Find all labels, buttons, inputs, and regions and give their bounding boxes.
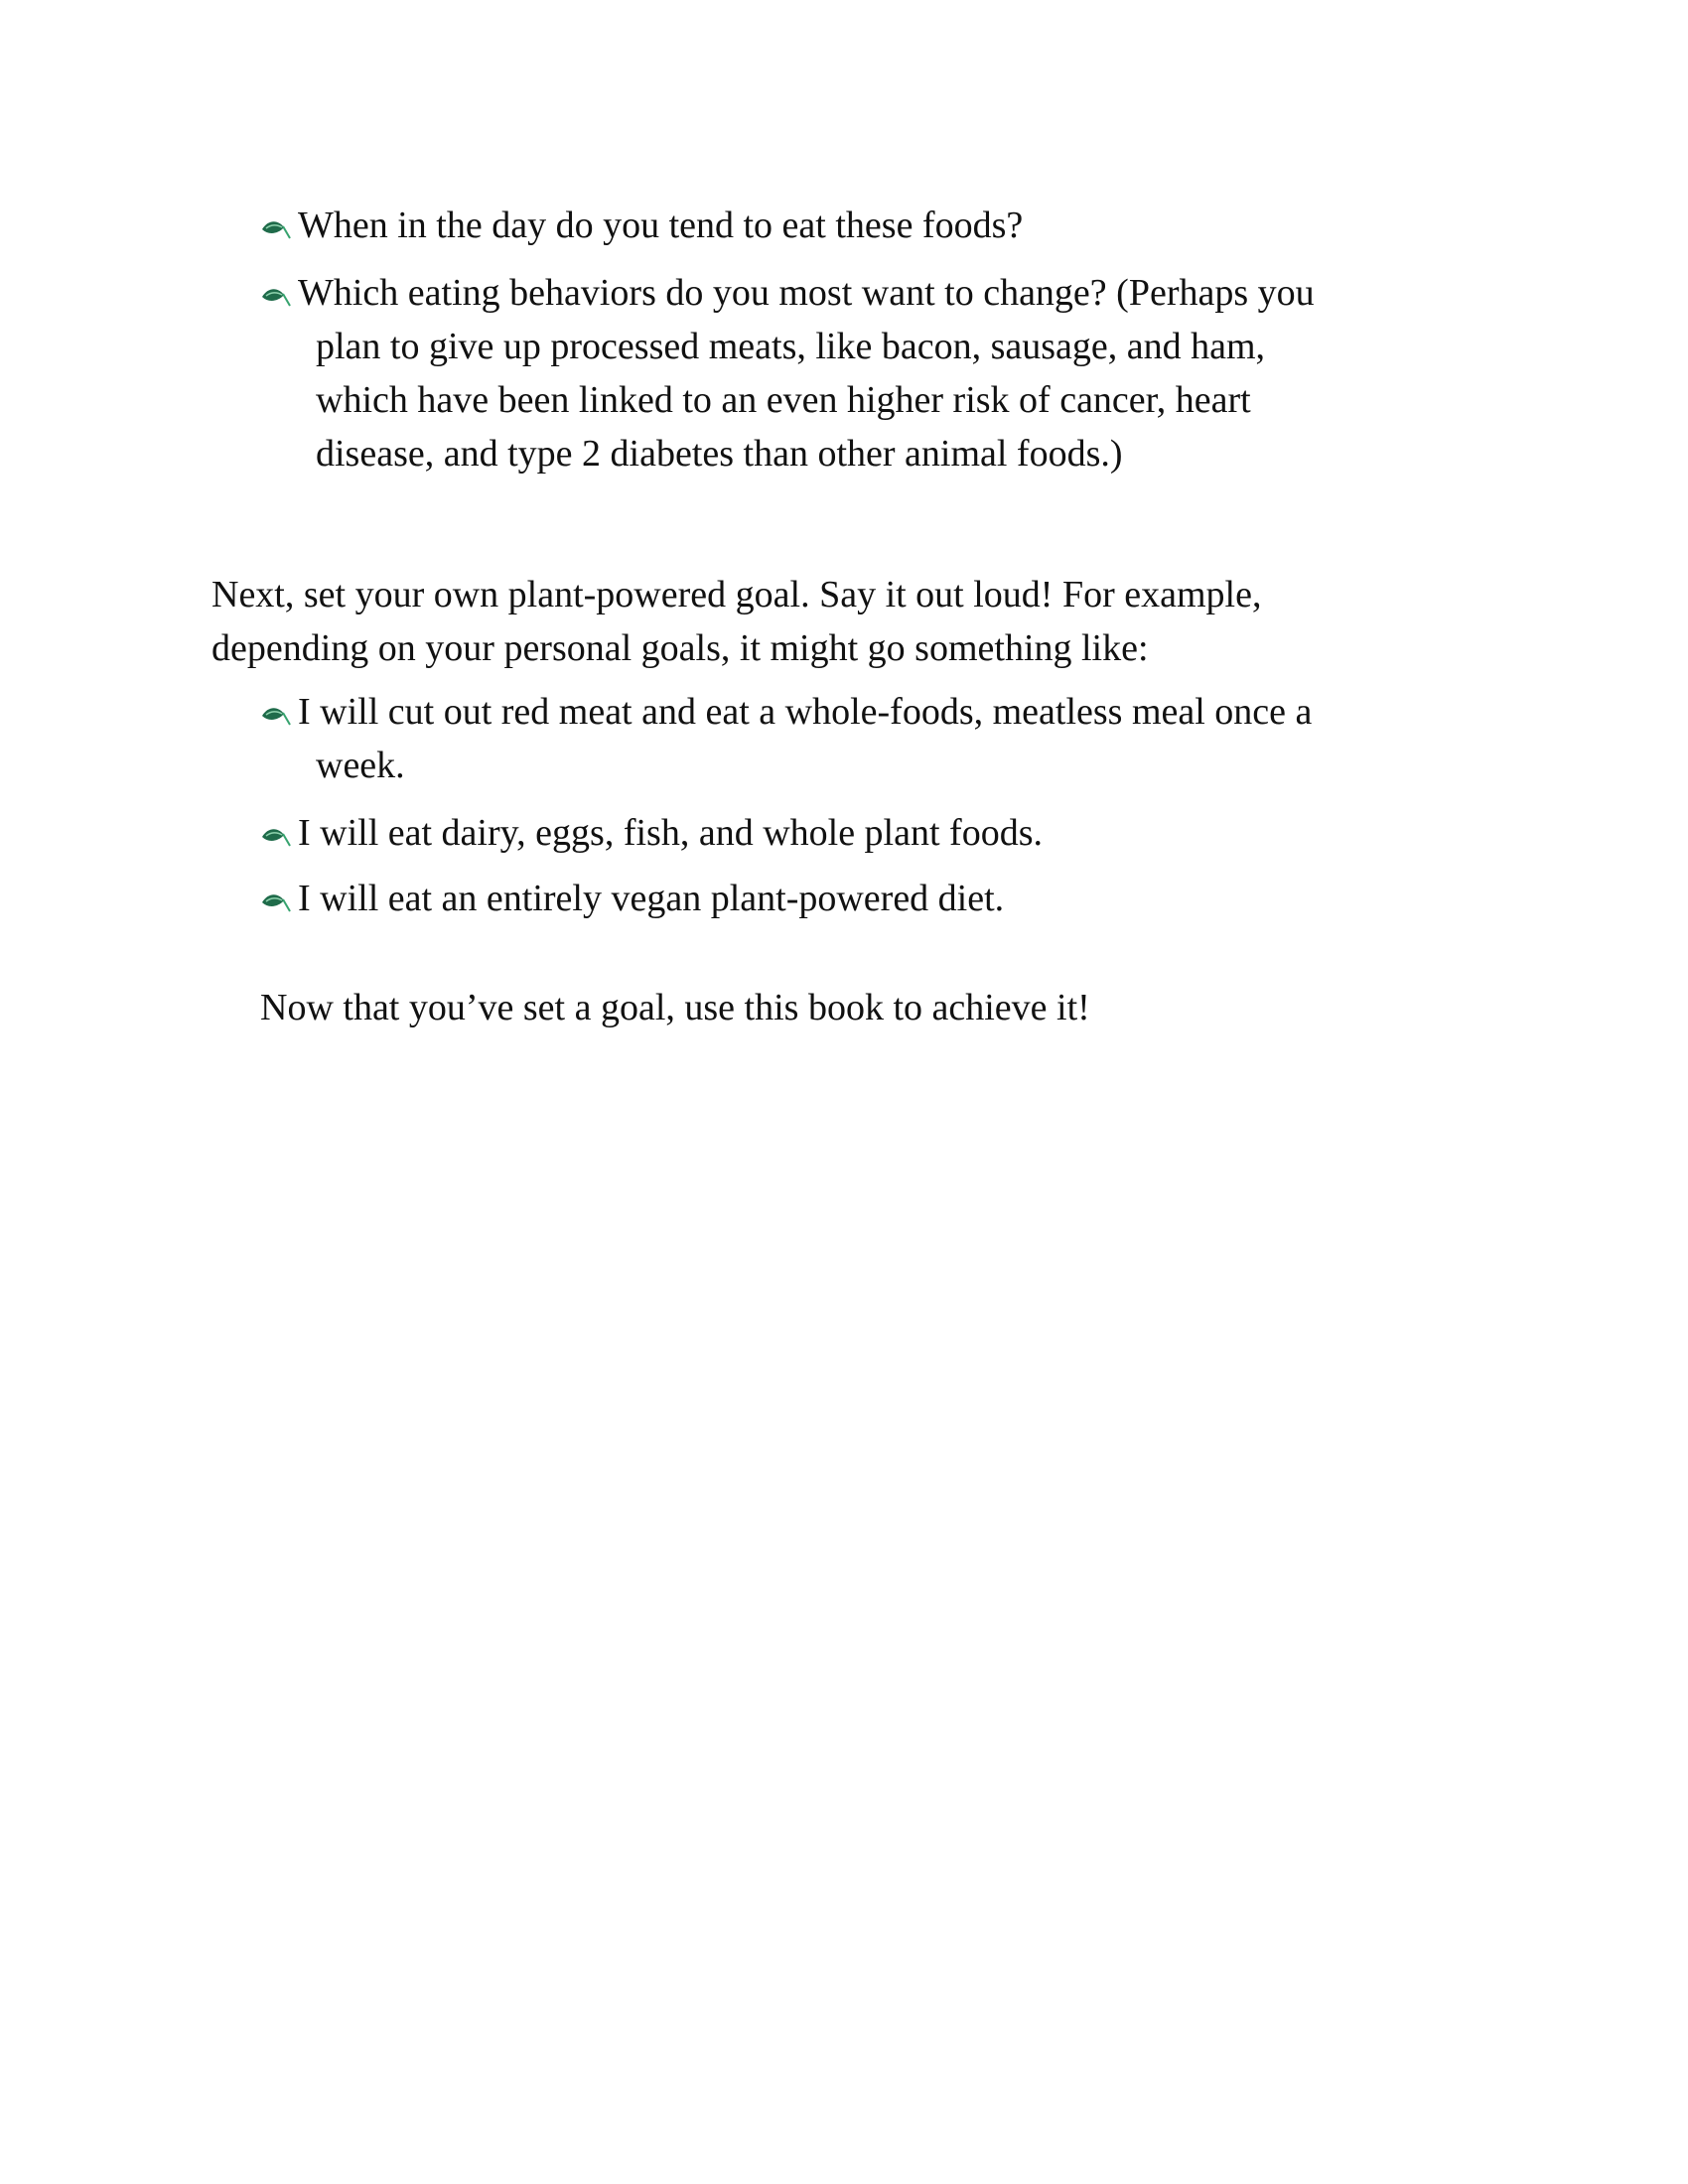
paragraph-line: Next, set your own plant-powered goal. Say it out loud! For example, — [211, 574, 1262, 615]
list-item-text: I will eat dairy, eggs, fish, and whole plant foods. — [298, 812, 1043, 854]
leaf-icon — [260, 214, 292, 242]
leaf-icon — [260, 282, 292, 310]
list-item-text: When in the day do you tend to eat these foods? — [298, 205, 1024, 246]
list-item — [260, 685, 1452, 792]
list-item-text: which have been linked to an even higher risk of cancer, heart — [316, 379, 1251, 421]
paragraph-line: depending on your personal goals, it might go something like: — [211, 627, 1149, 669]
list-item-text: disease, and type 2 diabetes than other animal foods.) — [316, 433, 1123, 475]
list-item-text: week. — [316, 745, 405, 786]
list-item-text: Which eating behaviors do you most want to change? (Perhaps you — [298, 272, 1315, 314]
list-item — [260, 266, 1452, 480]
body-paragraph — [211, 568, 1261, 675]
list-item — [260, 199, 1452, 252]
closing-paragraph: Now that you’ve set a goal, use this book to achieve it! — [260, 987, 1090, 1028]
leaf-icon — [260, 887, 292, 915]
leaf-icon — [260, 701, 292, 729]
leaf-icon — [260, 822, 292, 850]
list-item-text: plan to give up processed meats, like bacon, sausage, and ham, — [316, 326, 1266, 367]
list-item-text: I will cut out red meat and eat a whole-foods, meatless meal once a — [298, 691, 1313, 733]
list-item-text: I will eat an entirely vegan plant-powered diet. — [298, 878, 1005, 919]
list-item — [260, 806, 1452, 860]
list-item — [260, 872, 1452, 925]
